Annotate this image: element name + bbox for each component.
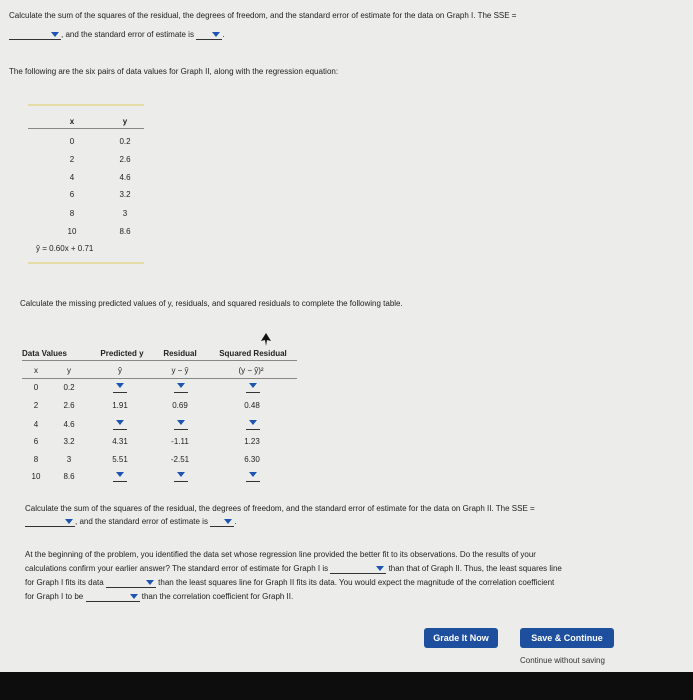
se-comparison-dropdown[interactable]	[330, 564, 386, 574]
predicted-dropdown[interactable]	[113, 418, 127, 430]
chevron-down-icon	[65, 519, 73, 524]
grade-it-now-button[interactable]: Grade It Now	[424, 628, 498, 648]
data-y-cell: 4.6	[119, 173, 131, 182]
row-x-cell: 4	[33, 420, 39, 429]
row-x-cell: 2	[33, 401, 39, 410]
para-line2	[25, 563, 562, 574]
bottom-bar	[0, 672, 693, 700]
para-l2a: calculations confirm your earlier answer? The standard error of estimate for Graph I is	[25, 564, 329, 573]
table-bottom-rule	[28, 262, 144, 264]
row-x-cell: 6	[33, 437, 39, 446]
chevron-down-icon	[177, 420, 185, 425]
squared-residual-cell: 1.23	[244, 437, 260, 446]
row-x-cell: 10	[31, 472, 41, 481]
residual-cell: -1.11	[171, 437, 189, 446]
row-x-cell: 0	[33, 383, 39, 392]
intro-text: The following are the six pairs of data values for Graph II, along with the regression equation:	[9, 67, 339, 76]
subheader-squared: (y − ŷ)²	[238, 366, 264, 375]
para-line3	[25, 577, 554, 588]
chevron-down-icon	[116, 472, 124, 477]
chevron-down-icon	[177, 472, 185, 477]
q2-se-dropdown[interactable]	[210, 517, 234, 527]
q1-se-dropdown[interactable]	[196, 30, 222, 40]
para-l4a: for Graph I to be	[25, 592, 84, 601]
data-x-cell: 8	[69, 209, 75, 218]
table-top-rule	[28, 104, 144, 106]
subheader-rule	[22, 378, 297, 379]
data-x-cell: 4	[69, 173, 75, 182]
q1-sse-dropdown[interactable]	[9, 30, 61, 40]
col-x-header: x	[69, 117, 75, 126]
residual-dropdown[interactable]	[174, 418, 188, 430]
header-data-values: Data Values	[22, 349, 67, 358]
data-y-cell: 0.2	[119, 137, 131, 146]
mouse-cursor-icon	[260, 333, 272, 347]
predicted-dropdown[interactable]	[113, 470, 127, 482]
predicted-cell: 5.51	[112, 455, 128, 464]
para-line4	[25, 591, 293, 602]
subheader-residual: y − ŷ	[171, 366, 189, 375]
continue-without-saving-link[interactable]: Continue without saving	[520, 656, 605, 665]
col-y-header: y	[122, 117, 128, 126]
row-y-cell: 3	[66, 455, 72, 464]
row-y-cell: 2.6	[63, 401, 75, 410]
chevron-down-icon	[249, 472, 257, 477]
fit-comparison-dropdown[interactable]	[106, 578, 156, 588]
chevron-down-icon	[212, 32, 220, 37]
para-l3a: for Graph I fits its data	[25, 578, 104, 587]
chevron-down-icon	[116, 420, 124, 425]
residual-cell: -2.51	[170, 455, 190, 464]
header-residual: Residual	[163, 349, 197, 358]
chevron-down-icon	[51, 32, 59, 37]
data-y-cell: 2.6	[119, 155, 131, 164]
predicted-cell: 1.91	[112, 401, 128, 410]
row-y-cell: 8.6	[63, 472, 75, 481]
row-y-cell: 0.2	[63, 383, 75, 392]
chevron-down-icon	[249, 420, 257, 425]
q2-line1: Calculate the sum of the squares of the residual, the degrees of freedom, and the standard error of estimate for the data on Graph II. The SSE =	[25, 504, 535, 513]
para-l3b: than the least squares line for Graph II fits its data. You would expect the magnitude of the correlation coefficient	[158, 578, 555, 587]
q1-line2-text: , and the standard error of estimate is	[61, 30, 194, 39]
subheader-yhat: ŷ	[118, 366, 122, 375]
residual-dropdown[interactable]	[174, 470, 188, 482]
para-l4b: than the correlation coefficient for Graph II.	[141, 592, 294, 601]
chevron-down-icon	[177, 383, 185, 388]
q2-line2: , and the standard error of estimate is .	[25, 516, 236, 527]
data-y-cell: 8.6	[119, 227, 131, 236]
row-y-cell: 4.6	[63, 420, 75, 429]
header-divider	[28, 128, 144, 129]
squared-residual-dropdown[interactable]	[246, 381, 260, 393]
chevron-down-icon	[130, 594, 138, 599]
row-y-cell: 3.2	[63, 437, 75, 446]
residual-dropdown[interactable]	[174, 381, 188, 393]
chevron-down-icon	[249, 383, 257, 388]
data-x-cell: 0	[69, 137, 75, 146]
regression-equation: ŷ = 0.60x + 0.71	[36, 244, 94, 253]
squared-residual-dropdown[interactable]	[246, 470, 260, 482]
header-rule	[22, 360, 297, 361]
chevron-down-icon	[116, 383, 124, 388]
subheader-x: x	[34, 366, 38, 375]
data-y-cell: 3	[122, 209, 128, 218]
correlation-comparison-dropdown[interactable]	[86, 592, 140, 602]
q1-line2: , and the standard error of estimate is .	[9, 29, 224, 40]
chevron-down-icon	[146, 580, 154, 585]
instruction-text: Calculate the missing predicted values of y, residuals, and squared residuals to complete the following table.	[20, 299, 403, 308]
data-x-cell: 6	[69, 190, 75, 199]
squared-residual-dropdown[interactable]	[246, 418, 260, 430]
data-x-cell: 2	[69, 155, 75, 164]
q1-line1: Calculate the sum of the squares of the residual, the degrees of freedom, and the standard error of estimate for the data on Graph I. The SSE =	[9, 11, 517, 20]
subheader-y: y	[67, 366, 71, 375]
para-l2b: than that of Graph II. Thus, the least squares line	[388, 564, 562, 573]
squared-residual-cell: 0.48	[244, 401, 260, 410]
header-predicted: Predicted y	[100, 349, 144, 358]
data-y-cell: 3.2	[119, 190, 131, 199]
q2-line2-text: , and the standard error of estimate is	[75, 517, 208, 526]
save-continue-button[interactable]: Save & Continue	[520, 628, 614, 648]
para-line1: At the beginning of the problem, you identified the data set whose regression line provided the better fit to its observations. Do the results of your	[25, 550, 536, 559]
predicted-dropdown[interactable]	[113, 381, 127, 393]
squared-residual-cell: 6.30	[244, 455, 260, 464]
data-x-cell: 10	[67, 227, 77, 236]
header-squared-residual: Squared Residual	[219, 349, 287, 358]
chevron-down-icon	[376, 566, 384, 571]
residual-cell: 0.69	[172, 401, 188, 410]
chevron-down-icon	[224, 519, 232, 524]
q2-sse-dropdown[interactable]	[25, 517, 75, 527]
row-x-cell: 8	[33, 455, 39, 464]
predicted-cell: 4.31	[112, 437, 128, 446]
